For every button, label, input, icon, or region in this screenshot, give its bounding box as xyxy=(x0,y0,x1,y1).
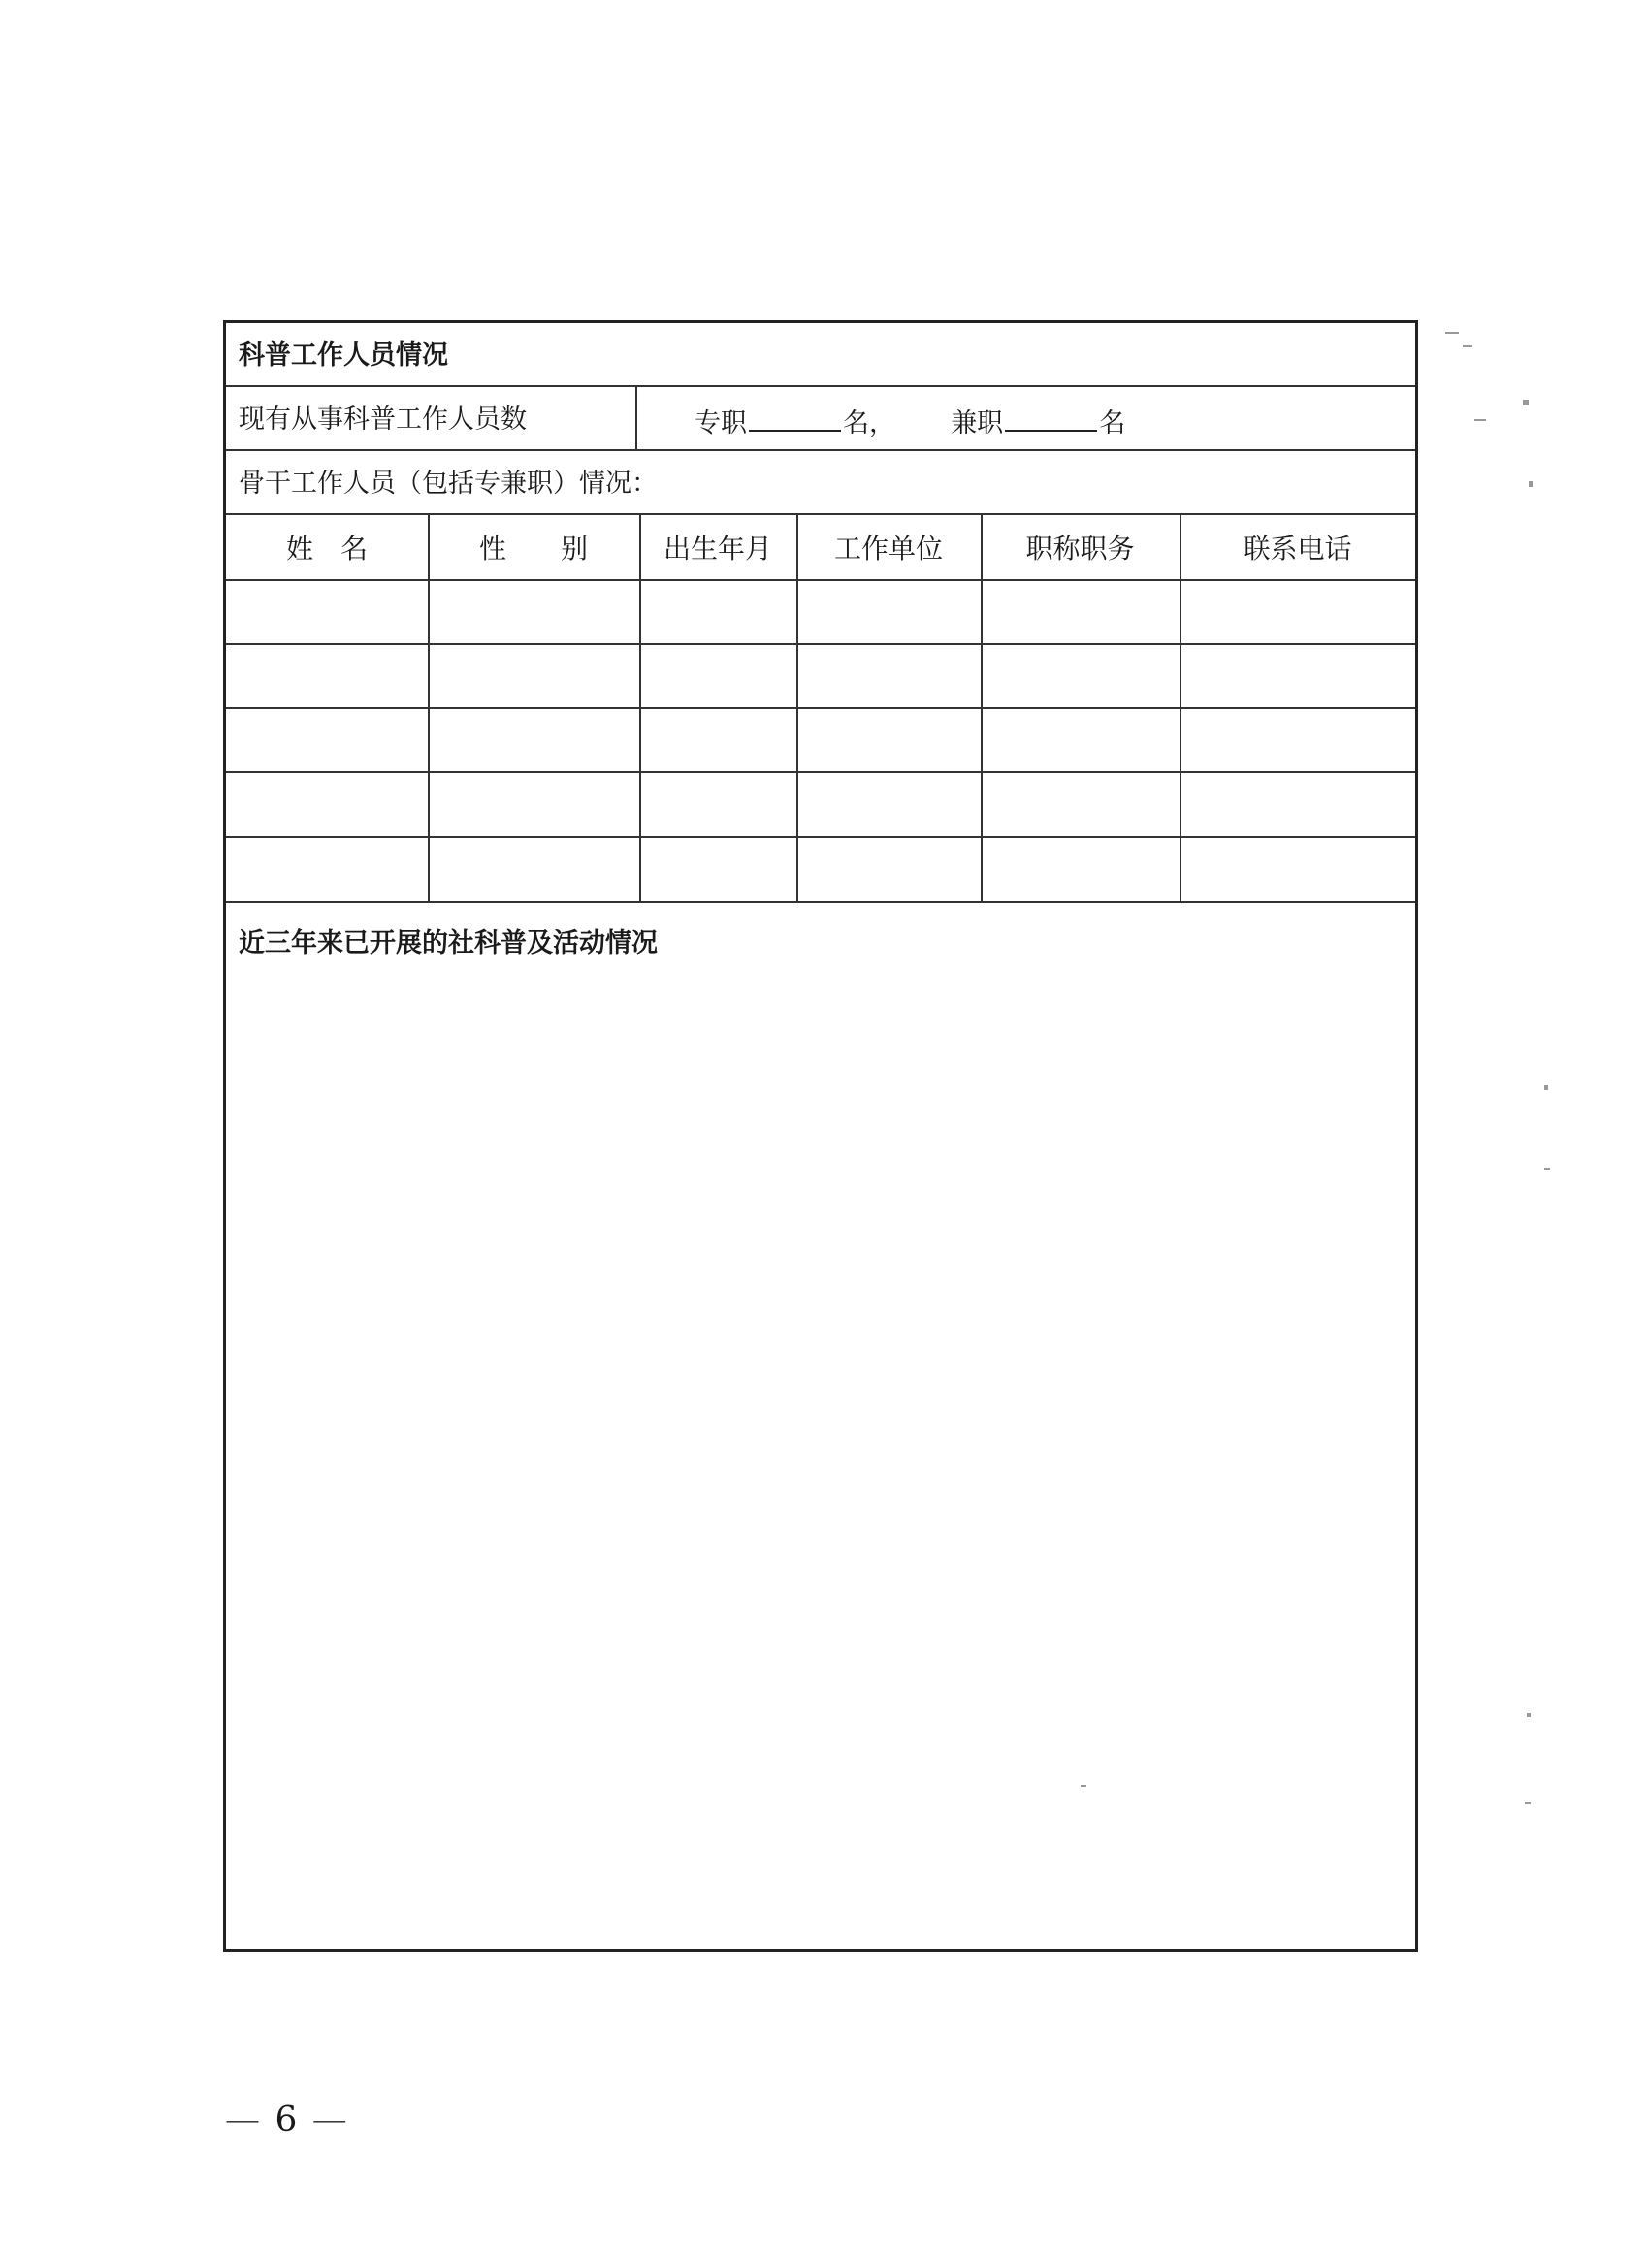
col-divider xyxy=(1180,773,1181,836)
col-divider xyxy=(1180,709,1181,771)
col-divider xyxy=(981,645,983,707)
col-divider xyxy=(981,773,983,836)
fulltime-count-field[interactable] xyxy=(749,405,841,432)
table-row xyxy=(226,581,1415,645)
col-divider xyxy=(981,838,983,901)
section-title-row xyxy=(226,323,1415,387)
col-divider xyxy=(428,645,430,707)
scan-artifact xyxy=(1474,419,1486,421)
staff-info-form xyxy=(223,320,1418,1952)
parttime-prefix: 兼职 xyxy=(951,408,1004,438)
activities-section[interactable] xyxy=(226,903,1415,1949)
cell-name[interactable] xyxy=(226,709,428,771)
section-title: 科普工作人员情况 xyxy=(239,340,448,371)
fulltime-prefix: 专职 xyxy=(695,408,747,438)
scan-artifact xyxy=(1445,332,1459,334)
col-divider xyxy=(639,773,641,836)
scan-artifact xyxy=(1523,400,1529,405)
col-divider xyxy=(1180,838,1181,901)
col-divider xyxy=(639,709,641,771)
fulltime-suffix: 名， xyxy=(843,408,895,438)
col-divider xyxy=(428,581,430,643)
col-divider xyxy=(796,645,798,707)
staff-count-row xyxy=(226,387,1415,451)
header-workplace: 工作单位 xyxy=(833,533,943,565)
scan-artifact xyxy=(1081,1785,1086,1787)
col-divider xyxy=(639,581,641,643)
staff-count-fields xyxy=(695,405,1125,437)
header-birth: 出生年月 xyxy=(663,533,772,565)
key-staff-label: 骨干工作人员（包括专兼职）情况： xyxy=(239,469,658,499)
parttime-suffix: 名 xyxy=(1099,408,1126,438)
scan-artifact xyxy=(1544,1085,1548,1090)
header-name: 姓 名 xyxy=(285,533,368,565)
table-row xyxy=(226,838,1415,903)
scan-artifact xyxy=(1544,1168,1550,1170)
header-phone: 联系电话 xyxy=(1243,533,1352,565)
table-row xyxy=(226,645,1415,709)
col-divider xyxy=(1180,645,1181,707)
col-divider xyxy=(796,773,798,836)
key-staff-table-header xyxy=(226,515,1415,581)
parttime-count-field[interactable] xyxy=(1005,405,1097,432)
activities-label: 近三年来已开展的社科普及活动情况 xyxy=(239,928,658,958)
col-divider xyxy=(981,709,983,771)
cell-name[interactable] xyxy=(226,581,428,643)
page-number: — 6 — xyxy=(225,2100,349,2140)
col-divider xyxy=(796,838,798,901)
header-gender: 性 别 xyxy=(478,533,588,565)
scan-artifact xyxy=(1525,1802,1531,1804)
col-divider xyxy=(796,709,798,771)
key-staff-label-row xyxy=(226,451,1415,515)
col-divider xyxy=(639,645,641,707)
staff-count-divider xyxy=(635,387,637,449)
staff-count-label: 现有从事科普工作人员数 xyxy=(239,405,527,435)
col-divider xyxy=(1180,581,1181,643)
col-divider xyxy=(428,709,430,771)
scan-artifact xyxy=(1529,481,1533,487)
table-row xyxy=(226,709,1415,773)
col-divider xyxy=(428,838,430,901)
col-divider xyxy=(639,838,641,901)
scan-artifact xyxy=(1463,345,1472,347)
scan-artifact xyxy=(1527,1713,1531,1717)
cell-name[interactable] xyxy=(226,773,428,836)
col-divider xyxy=(981,581,983,643)
header-title: 职称职务 xyxy=(1025,533,1135,565)
col-divider xyxy=(428,773,430,836)
cell-name[interactable] xyxy=(226,645,428,707)
cell-name[interactable] xyxy=(226,838,428,901)
table-row xyxy=(226,773,1415,838)
col-divider xyxy=(796,581,798,643)
